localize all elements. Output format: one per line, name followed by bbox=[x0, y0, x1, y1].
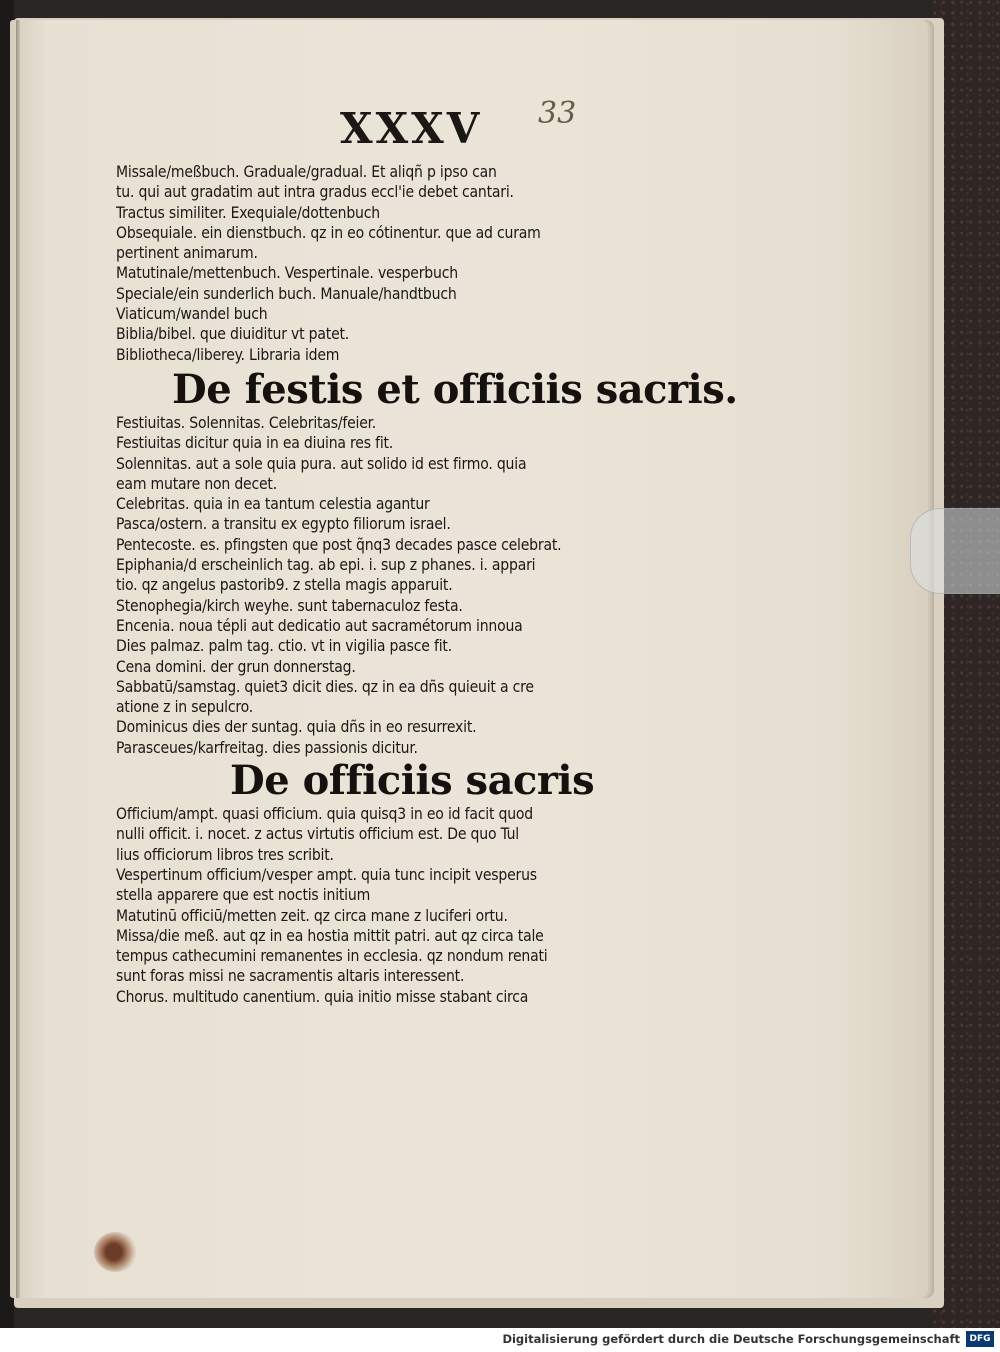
footer-bar bbox=[0, 1328, 1000, 1352]
text-line: lius officiorum libros tres scribit. bbox=[116, 845, 334, 864]
text-line: Epiphania/d erscheinlich tag. ab epi. i. sup z phanes. i. appari bbox=[116, 556, 536, 575]
text-line: Parasceues/karfreitag. dies passionis dicitur. bbox=[116, 738, 418, 757]
text-line: Stenophegia/kirch weyhe. sunt tabernaculoz festa. bbox=[116, 596, 463, 615]
text-line: Encenia. noua tépli aut dedicatio aut sacramétorum innoua bbox=[116, 616, 523, 635]
section-heading-officiis: De officiis sacris bbox=[230, 757, 595, 805]
text-line: Tractus similiter. Exequiale/dottenbuch bbox=[116, 203, 380, 222]
text-line: sunt foras missi ne sacramentis altaris interessent. bbox=[116, 967, 465, 986]
text-line: Chorus. multitudo canentium. quia initio misse stabant circa bbox=[116, 987, 529, 1006]
dfg-logo[interactable]: DFG bbox=[966, 1331, 994, 1347]
text-line: Pentecoste. es. pfingsten que post q̃nq3 decades pasce celebrat. bbox=[116, 535, 562, 554]
text-line: eam mutare non decet. bbox=[116, 474, 277, 493]
text-line: Vespertinum officium/vesper ampt. quia tunc incipit vesperus bbox=[116, 865, 537, 884]
text-line: Dies palmaz. palm tag. ctio. vt in vigilia pasce fit. bbox=[116, 637, 452, 656]
page-gutter bbox=[16, 20, 20, 1298]
ink-stain bbox=[94, 1232, 138, 1272]
text-line: Sabbatū/samstag. quiet3 dicit dies. qz in ea dñs quieuit a cre bbox=[116, 677, 534, 696]
text-line: Officium/ampt. quasi officium. quia quisq3 in eo id facit quod bbox=[116, 805, 533, 824]
text-line: Dominicus dies der suntag. quia dñs in eo resurrexit. bbox=[116, 718, 477, 737]
text-line: nulli officit. i. nocet. z actus virtutis officium est. De quo Tul bbox=[116, 825, 519, 844]
text-line: Celebritas. quia in ea tantum celestia agantur bbox=[116, 495, 430, 514]
text-line: tu. qui aut gradatim aut intra gradus eccl'ie debet cantari. bbox=[116, 183, 514, 202]
folio-number: XXXV bbox=[340, 104, 483, 153]
text-line: Solennitas. aut a sole quia pura. aut solido id est firmo. quia bbox=[116, 454, 527, 473]
text-line: Viaticum/wandel buch bbox=[116, 305, 268, 324]
text-line: tempus cathecumini remanentes in ecclesia. qz nondum renati bbox=[116, 947, 548, 966]
text-line: Matutinale/mettenbuch. Vespertinale. vesperbuch bbox=[116, 264, 458, 283]
text-line: Festiuitas dicitur quia in ea diuina res fit. bbox=[116, 434, 394, 453]
text-line: Missa/die meß. aut qz in ea hostia mittit patri. aut qz circa tale bbox=[116, 926, 544, 945]
text-line: Speciale/ein sunderlich buch. Manuale/handtbuch bbox=[116, 284, 457, 303]
text-line: stella apparere que est noctis initium bbox=[116, 886, 371, 905]
section-heading-festis: De festis et officiis sacris. bbox=[172, 365, 738, 413]
text-line: tio. qz angelus pastorib9. z stella magis apparuit. bbox=[116, 576, 453, 595]
text-line: Missale/meßbuch. Graduale/gradual. Et aliqñ p ipso can bbox=[116, 163, 497, 181]
handwritten-annotation: 33 bbox=[538, 96, 577, 131]
text-line: Obsequiale. ein dienstbuch. qz in eo cótinentur. que ad curam bbox=[116, 223, 541, 242]
text-line: Festiuitas. Solennitas. Celebritas/feier. bbox=[116, 413, 377, 432]
text-line: Matutinū officiū/metten zeit. qz circa mane z luciferi ortu. bbox=[116, 906, 508, 925]
text-line: Cena domini. der grun donnerstag. bbox=[116, 657, 356, 676]
dfg-credit-link[interactable]: Digitalisierung gefördert durch die Deutsche Forschungsgemeinschaft bbox=[502, 1332, 960, 1346]
text-line: Bibliotheca/liberey. Libraria idem bbox=[116, 345, 340, 364]
text-line: pertinent animarum. bbox=[116, 244, 258, 263]
page-clip bbox=[910, 508, 1000, 594]
main-text bbox=[116, 162, 738, 1007]
text-line: atione z in sepulcro. bbox=[116, 698, 253, 717]
text-line: Biblia/bibel. que diuiditur vt patet. bbox=[116, 325, 350, 344]
text-line: Pasca/ostern. a transitu ex egypto filiorum israel. bbox=[116, 515, 451, 534]
